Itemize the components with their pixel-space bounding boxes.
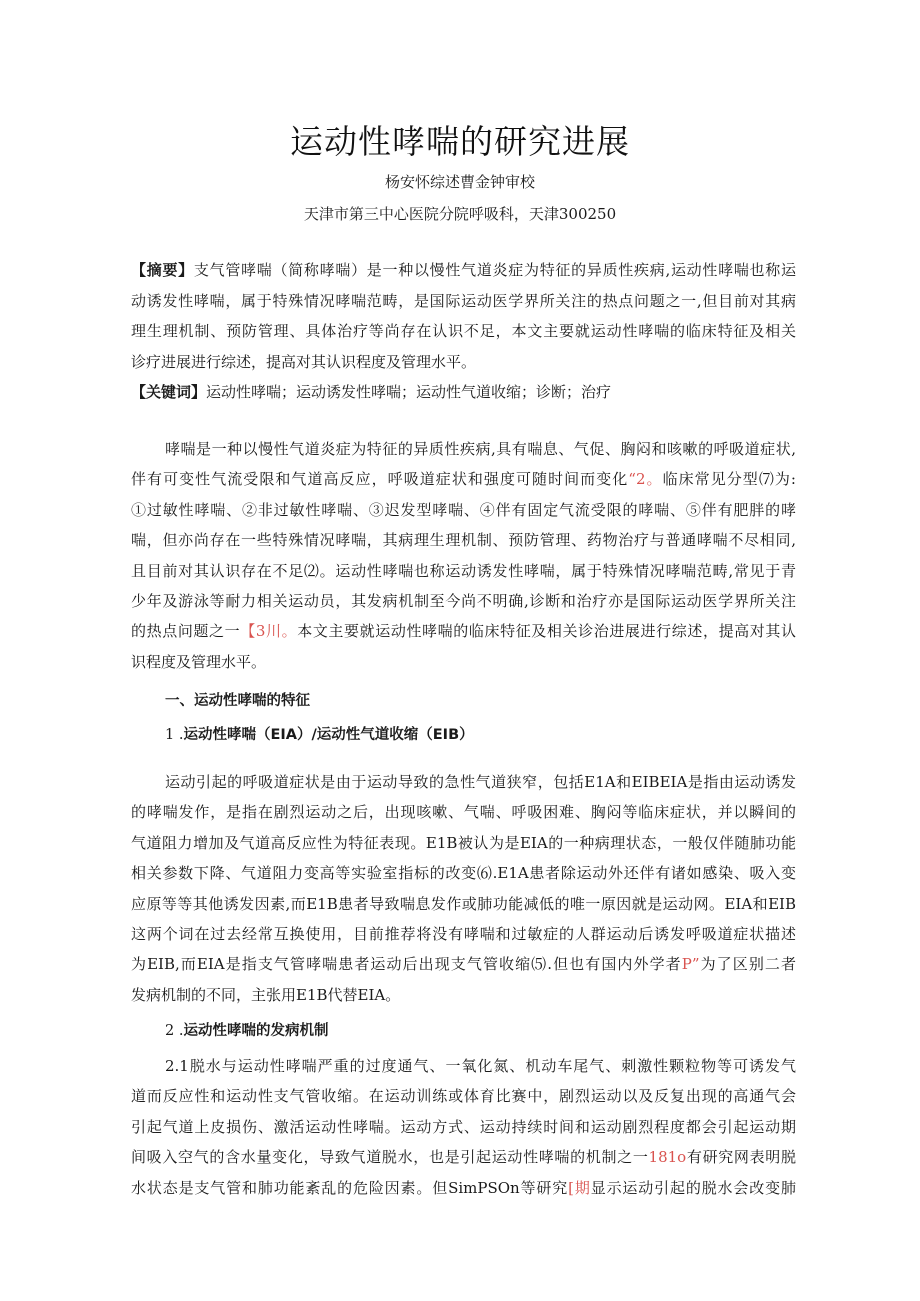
citation-ref: 【3川。 — [240, 622, 298, 641]
abstract-line: 诊疗进展进行综述，提高对其认识程度及管理水平。 — [131, 352, 477, 371]
citation-ref: 181o — [648, 1148, 687, 1167]
paragraph-line: 间吸入空气的含水量变化，导致气道脱水，也是引起运动性哮喘的机制之一181o有研究网表明脱 — [131, 1148, 796, 1167]
paragraph-line: 2.1脱水与运动性哮喘严重的过度通气、一氧化氮、机动车尾气、刺激性颗粒物等可诱发气 — [165, 1057, 796, 1075]
paragraph-line: ①过敏性哮喘、②非过敏性哮喘、③迟发型哮喘、④伴有固定气流受限的哮喘、⑤伴有肥胖的哮 — [131, 500, 796, 519]
paragraph-line: 的热点问题之一【3川。本文主要就运动性哮喘的临床特征及相关诊治进展进行综述，提高对其认 — [131, 622, 796, 641]
paragraph-line: 为EIB,而EIA是指支气管哮喘患者运动后出现支气管收缩⑸.但也有国内外学者P”为了区别二者 — [131, 955, 796, 974]
paper-title: 运动性哮喘的研究进展 — [290, 122, 630, 161]
paragraph-line: 伴有可变性气流受限和气道高反应，呼吸道症状和强度可随时间而变化“2。临床常见分型⑺为: — [131, 470, 796, 489]
abstract-line: 动诱发性哮喘，属于特殊情况哮喘范畴，是国际运动医学界所关注的热点问题之一,但目前对其病 — [131, 291, 796, 310]
paragraph-line: 这两个词在过去经常互换使用，目前推荐将没有哮喘和过敏症的人群运动后诱发呼吸道症状描述 — [131, 925, 796, 944]
paragraph-line: 运动引起的呼吸道症状是由于运动导致的急性气道狭窄，包括E1A和EIBEIA是指由运动诱发 — [165, 773, 796, 791]
paragraph-line: 道而反应性和运动性支气管收缩。在运动训练或体育比赛中，剧烈运动以及反复出现的高通气会 — [131, 1087, 796, 1106]
paragraph-line: 相关参数下降、气道阻力变高等实验室指标的改变⑹.E1A患者除运动外还伴有诸如感染、吸入变 — [131, 864, 796, 883]
subsection-title: 运动性哮喘的发病机制 — [183, 1023, 329, 1039]
abstract-line: 理生理机制、预防管理、具体治疗等尚存在认识不足，本文主要就运动性哮喘的临床特征及相关 — [131, 322, 796, 340]
keywords — [131, 377, 796, 407]
paragraph-line: 的哮喘发作，是指在剧烈运动之后，出现咳嗽、气喘、呼吸困难、胸闷等临床症状，并以瞬间的 — [131, 803, 796, 822]
subsection-number: 2 . — [165, 1023, 184, 1039]
abstract-label: 【摘要】 — [131, 261, 194, 279]
intro-paragraph — [131, 434, 796, 677]
mechanism-paragraph — [131, 1051, 796, 1203]
abstract — [131, 255, 796, 377]
subsection-heading — [165, 723, 665, 744]
paragraph-line: 发病机制的不同，主张用E1B代替EIA。 — [131, 985, 401, 1004]
keywords-label: 【关键词】 — [131, 383, 207, 401]
keywords-text: 运动性哮喘；运动诱发性哮喘；运动性气道收缩；诊断；治疗 — [206, 383, 612, 401]
paragraph-line: 喘，但亦尚存在一些特殊情况哮喘，其病理生理机制、预防管理、药物治疗与普通哮喘不尽相同, — [131, 531, 796, 550]
paragraph-line: 气道阻力增加及气道高反应性为特征表现。E1B被认为是EIA的一种病理状态，一般仅伴随肺功能 — [131, 833, 796, 852]
subsection-heading — [165, 1019, 665, 1040]
eia-paragraph — [131, 767, 796, 1010]
paragraph-line: 引起气道上皮损伤、激活运动性哮喘。运动方式、运动持续时间和运动剧烈程度都会引起运动期 — [131, 1117, 796, 1136]
subsection-title: 运动性哮喘（EIA）/运动性气道收缩（EIB） — [183, 727, 474, 743]
paragraph-line: 识程度及管理水平。 — [131, 652, 267, 671]
abstract-line: 【摘要】支气管哮喘（简称哮喘）是一种以慢性气道炎症为特征的异质性疾病,运动性哮喘也称运 — [131, 261, 796, 279]
citation-ref: “2。 — [628, 470, 663, 489]
paragraph-line: 少年及游泳等耐力相关运动员，其发病机制至今尚不明确,诊断和治疗亦是国际运动医学界所关注 — [131, 592, 796, 611]
paragraph-line: 哮喘是一种以慢性气道炎症为特征的异质性疾病,具有喘息、气促、胸闷和咳嗽的呼吸道症状, — [165, 440, 796, 458]
paragraph-line: 应原等等其他诱发因素,而E1B患者导致喘息发作或肺功能减低的唯一原因就是运动网。EIA和EIB — [131, 894, 796, 913]
citation-ref: P” — [681, 955, 700, 974]
citation-ref: [期 — [568, 1178, 591, 1197]
subsection-number: 1 . — [165, 727, 184, 743]
paragraph-line: 且目前对其认识存在不足⑵。运动性哮喘也称运动诱发性哮喘，属于特殊情况哮喘范畴,常见于青 — [131, 561, 796, 580]
section-heading: 一、运动性哮喘的特征 — [165, 693, 310, 709]
affiliation: 天津市第三中心医院分院呼吸科，天津300250 — [303, 205, 617, 223]
paragraph-line: 水状态是支气管和肺功能紊乱的危险因素。但SimPSOn等研究[期显示运动引起的脱水会改变肺 — [131, 1178, 796, 1197]
authors: 杨安怀综述曹金钟审校 — [384, 173, 535, 191]
